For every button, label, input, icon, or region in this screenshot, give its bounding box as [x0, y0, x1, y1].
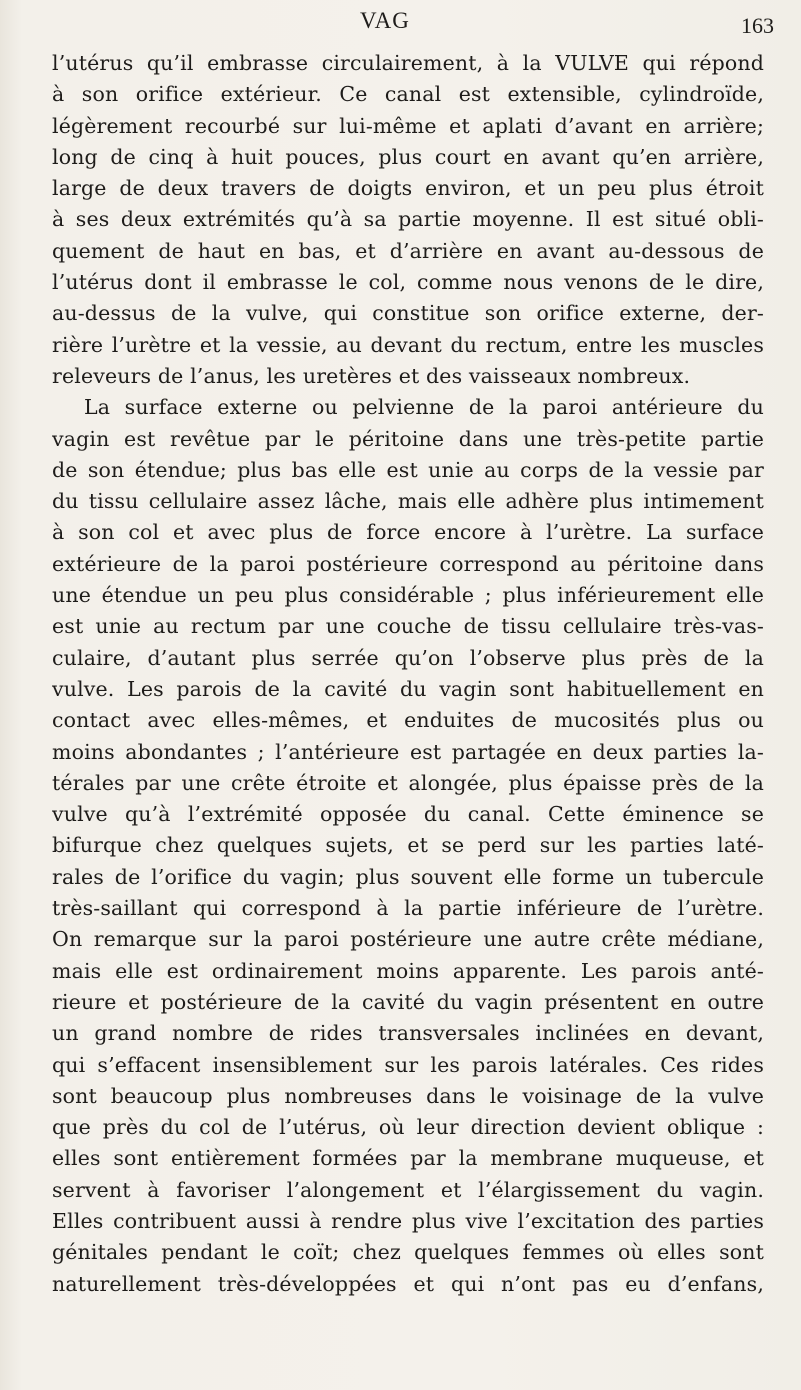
page-header	[0, 8, 801, 48]
text-line: à son orifice extérieur. Ce canal est extensible, cylindroïde,	[52, 82, 764, 107]
text-line: du tissu cellulaire assez lâche, mais elle adhère plus intimement	[52, 489, 764, 514]
body-text	[52, 48, 764, 1300]
running-head: VAG	[360, 8, 410, 33]
text-line: culaire, d’autant plus serrée qu’on l’observe plus près de la	[52, 645, 764, 670]
text-line: est unie au rectum par une couche de tissu cellulaire très-vas-	[52, 614, 764, 639]
text-line: bifurque chez quelques sujets, et se perd sur les parties laté-	[52, 833, 764, 858]
text-line: que près du col de l’utérus, où leur direction devient oblique :	[52, 1115, 764, 1140]
text-line: Elles contribuent aussi à rendre plus vive l’excitation des parties	[52, 1208, 764, 1233]
page-number: 163	[741, 13, 774, 38]
text-line: l’utérus qu’il embrasse circulairement, à la VULVE qui répond	[52, 51, 764, 75]
text-line: très-saillant qui correspond à la partie inférieure de l’urètre.	[52, 896, 764, 921]
text-line: servent à favoriser l’alongement et l’élargissement du vagin.	[52, 1177, 764, 1202]
text-line: mais elle est ordinairement moins apparente. Les parois anté-	[52, 958, 764, 983]
text-line: quement de haut en bas, et d’arrière en avant au-dessous de	[52, 238, 764, 263]
text-line: vulve qu’à l’extrémité opposée du canal. Cette éminence se	[52, 802, 764, 827]
text-line: contact avec elles-mêmes, et enduites de mucosités plus ou	[52, 708, 764, 733]
text-line: vulve. Les parois de la cavité du vagin sont habituellement en	[52, 676, 764, 701]
text-line: à ses deux extrémités qu’à sa partie moyenne. Il est situé obli-	[52, 207, 764, 232]
paragraph-1	[52, 48, 764, 392]
text-line: moins abondantes ; l’antérieure est partagée en deux parties la-	[52, 739, 764, 764]
text-line: La surface externe ou pelvienne de la paroi antérieure du	[84, 395, 764, 420]
paragraph-2	[52, 392, 764, 1300]
text-line: rieure et postérieure de la cavité du vagin présentent en outre	[52, 989, 764, 1014]
text-line: large de deux travers de doigts environ, et un peu plus étroit	[52, 176, 764, 201]
text-line: extérieure de la paroi postérieure correspond au péritoine dans	[52, 551, 764, 576]
text-line: vagin est revêtue par le péritoine dans une très-petite partie	[52, 426, 764, 451]
text-line: sont beaucoup plus nombreuses dans le voisinage de la vulve	[52, 1083, 764, 1108]
text-line: une étendue un peu plus considérable ; plus inférieurement elle	[52, 583, 764, 608]
text-line: naturellement très-développées et qui n’ont pas eu d’enfans,	[52, 1271, 764, 1296]
text-line: au-dessus de la vulve, qui constitue son orifice externe, der-	[52, 301, 764, 326]
text-line: de son étendue; plus bas elle est unie au corps de la vessie par	[52, 457, 764, 482]
text-line: rales de l’orifice du vagin; plus souvent elle forme un tubercule	[52, 864, 764, 889]
text-line: légèrement recourbé sur lui-même et aplati d’avant en arrière;	[52, 113, 764, 138]
text-line: long de cinq à huit pouces, plus court en avant qu’en arrière,	[52, 144, 764, 169]
text-line: rière l’urètre et la vessie, au devant du rectum, entre les muscles	[52, 332, 764, 357]
text-line: térales par une crête étroite et alongée, plus épaisse près de la	[52, 770, 764, 795]
text-line: à son col et avec plus de force encore à l’urètre. La surface	[52, 520, 764, 545]
text-line: un grand nombre de rides transversales inclinées en devant,	[52, 1021, 764, 1046]
text-line: génitales pendant le coït; chez quelques femmes où elles sont	[52, 1240, 764, 1265]
text-line: elles sont entièrement formées par la membrane muqueuse, et	[52, 1146, 764, 1171]
text-line: On remarque sur la paroi postérieure une autre crête médiane,	[52, 927, 764, 952]
text-line: qui s’effacent insensiblement sur les parois latérales. Ces rides	[52, 1052, 764, 1077]
text-line: l’utérus dont il embrasse le col, comme nous venons de le dire,	[52, 270, 764, 295]
text-line: releveurs de l’anus, les uretères et des vaisseaux nombreux.	[52, 363, 691, 388]
